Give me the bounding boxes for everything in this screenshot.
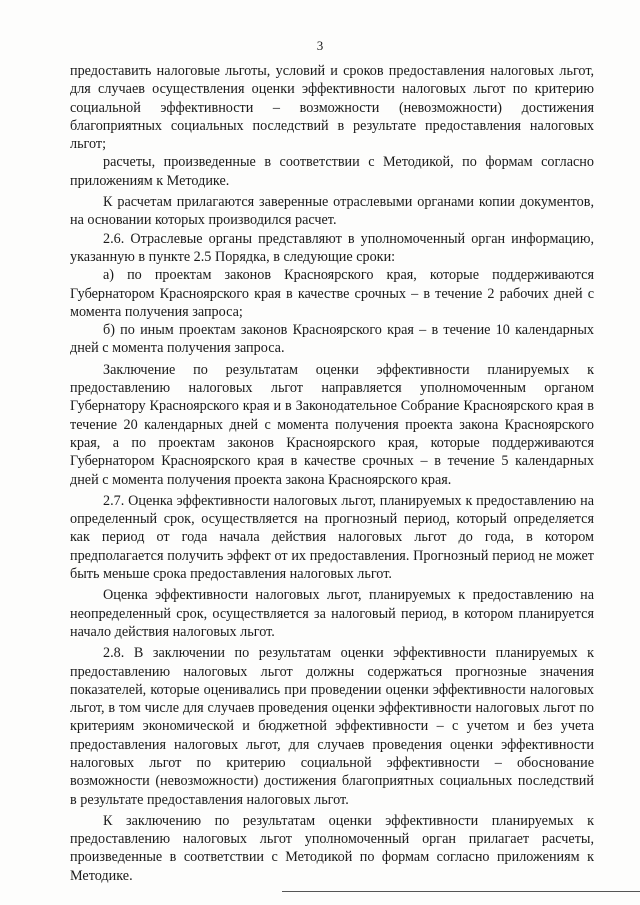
paragraph-2-6: 2.6. Отраслевые органы представляют в уполномоченный орган информацию, указанную в пункте 2.5 Порядка, в следующие сроки: (70, 230, 594, 265)
paragraph-conclusion-deadlines: Заключение по результатам оценки эффективности планируемых к предоставлению налоговых льгот направляется уполномоченным органом Губернатору Красноярского края и в Законодательное Собрание Красноярского края в течение 20 календарных дней с момента получения проекта закона Красноярского края, а по проектам законов Красноярского края, которые поддерживаются Губернатором Красноярского края в качестве срочных – в течение 5 календарных дней с момента получения проекта закона Красноярского края. (70, 361, 594, 488)
paragraph-attachments: К расчетам прилагаются заверенные отраслевыми органами копии документов, на основании которых производился расчет. (70, 194, 594, 229)
paragraph-2-7: 2.7. Оценка эффективности налоговых льгот, планируемых к предоставлению на определенный срок, осуществляется на прогнозный период, который определяется как период от года начала действия налоговых льгот до года, в котором предполагается получить эффект от их предоставления. Прогнозный период не может быть меньше срока предоставления налоговых льгот. (70, 492, 594, 583)
paragraph-continuation: предоставить налоговые льготы, условий и сроков предоставления налоговых льгот, для случаев осуществления оценки эффективности налоговых льгот по критерию социальной эффективности – возможности (невозможности) достижения благоприятных социальных последствий в результате предоставления налоговых льгот; (70, 63, 594, 153)
paragraph-calculations: расчеты, произведенные в соответствии с Методикой, по формам согласно приложениям к Методике. (70, 154, 594, 189)
paragraph-2-6-a: а) по проектам законов Красноярского края, которые поддерживаются Губернатором Красноярского края в качестве срочных – в течение 2 рабочих дней с момента получения запроса; (70, 267, 594, 320)
footer-rule (282, 891, 640, 892)
paragraph-2-8-attachments: К заключению по результатам оценки эффективности планируемых к предоставлению налоговых льгот уполномоченный орган прилагает расчеты, произведенные в соответствии с Методикой по формам согласно приложениям к Методике. (70, 812, 594, 884)
paragraph-2-8: 2.8. В заключении по результатам оценки эффективности планируемых к предоставлению налоговых льгот должны содержаться прогнозные значения показателей, которые оценивались при проведении оценки эффективности налоговых льгот, в том числе для случаев проведения оценки эффективности налоговых льгот по критериям экономической и бюджетной эффективности – с учетом и без учета предоставления налоговых льгот, для случаев проведения оценки эффективности налоговых льгот по критерию социальной эффективности – обоснование возможности (невозможности) достижения благоприятных социальных последствий в результате предоставления налоговых льгот. (70, 645, 594, 808)
paragraph-2-7-indefinite: Оценка эффективности налоговых льгот, планируемых к предоставлению на неопределенный срок, осуществляется за налоговый период, в котором планируется начало действия налоговых льгот. (70, 587, 594, 640)
paragraph-2-6-b: б) по иным проектам законов Красноярского края – в течение 10 календарных дней с момента получения запроса. (70, 322, 594, 357)
document-body (70, 62, 594, 885)
page-number: 3 (316, 38, 324, 53)
